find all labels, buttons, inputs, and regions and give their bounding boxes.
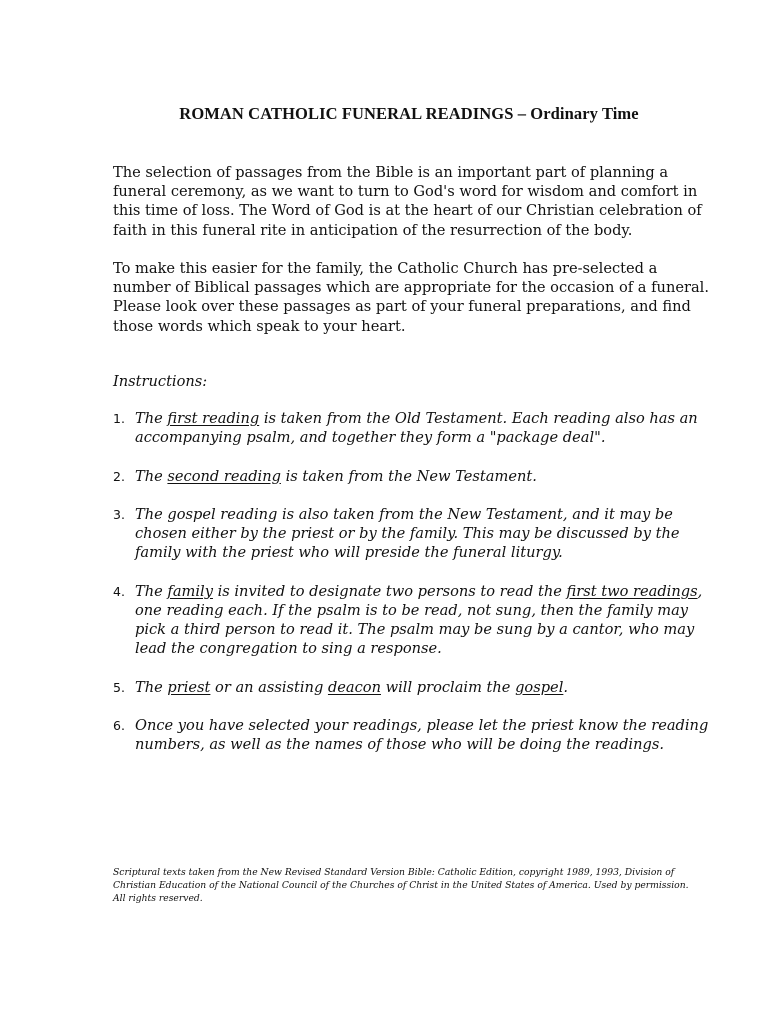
instruction-number: 4. <box>113 583 125 599</box>
instruction-item <box>113 678 713 697</box>
underlined-term: second reading <box>167 467 281 485</box>
family-paragraph: To make this easier for the family, the Catholic Church has pre-selected a number of Biblical passages which are appropriate for the occasion of a funeral. Please look over these passages as part of your funeral preparations, and find those words which speak to your heart. <box>113 260 709 335</box>
instructions-heading: Instructions: <box>113 373 208 390</box>
instruction-text: or an assisting <box>210 678 328 696</box>
instruction-text: is invited to designate two persons to read the <box>212 582 567 600</box>
instruction-item <box>113 582 713 659</box>
instruction-text: , one reading each. If the psalm is to be read, not sung, then the family may pick a third person to read it. The psalm may be sung by a cantor, who may lead the congregation to sing a response. <box>135 582 703 658</box>
underlined-term: deacon <box>327 678 381 696</box>
instruction-number: 1. <box>113 411 125 426</box>
underlined-term: first two readings <box>566 582 698 600</box>
document-title: ROMAN CATHOLIC FUNERAL READINGS – Ordinary Time <box>179 104 639 123</box>
instruction-text: The <box>135 678 168 696</box>
instruction-item <box>113 409 713 447</box>
instruction-text: The <box>135 410 168 427</box>
instruction-number: 3. <box>113 506 125 522</box>
underlined-term: priest <box>167 678 211 696</box>
underlined-term: family <box>167 582 213 600</box>
instruction-item <box>113 505 713 563</box>
instruction-number: 2. <box>113 468 125 484</box>
underlined-term: gospel <box>515 678 564 696</box>
intro-paragraph: The selection of passages from the Bible is an important part of planning a funeral ceremony, as we want to turn to God's word for wisdom and comfort in this time of loss. The Word of God is at the heart of our Christian celebration of faith in this funeral rite in anticipation of the resurrection of the body. <box>113 164 702 239</box>
instruction-text: The gospel reading is also taken from the New Testament, and it may be chosen either by the priest or by the family. This may be discussed by the family with the priest who will preside the funeral liturgy. <box>135 505 680 562</box>
instruction-text: is taken from the New Testament. <box>280 467 537 485</box>
instruction-text: The <box>135 467 168 485</box>
underlined-term: first reading <box>167 410 260 427</box>
instruction-number: 6. <box>113 718 125 734</box>
instruction-text: . <box>563 678 568 696</box>
instruction-text: The <box>135 582 168 600</box>
instruction-item <box>113 467 713 486</box>
instruction-number: 5. <box>113 679 125 695</box>
copyright-footnote: Scriptural texts taken from the New Revised Standard Version Bible: Catholic Edition, copyright 1989, 1993, Division of Christian Education of the National Council of the Churches of Christ in the United States of America. Used by permission. All rights reserved. <box>113 867 689 904</box>
instruction-item <box>113 716 713 754</box>
instruction-text: is taken from the Old Testament. Each reading also has an accompanying psalm, and together they form a "package deal". <box>135 410 698 447</box>
instruction-text: will proclaim the <box>380 678 516 696</box>
instruction-text: Once you have selected your readings, please let the priest know the reading numbers, as well as the names of those who will be doing the readings. <box>135 717 709 754</box>
instructions-list <box>113 409 713 755</box>
